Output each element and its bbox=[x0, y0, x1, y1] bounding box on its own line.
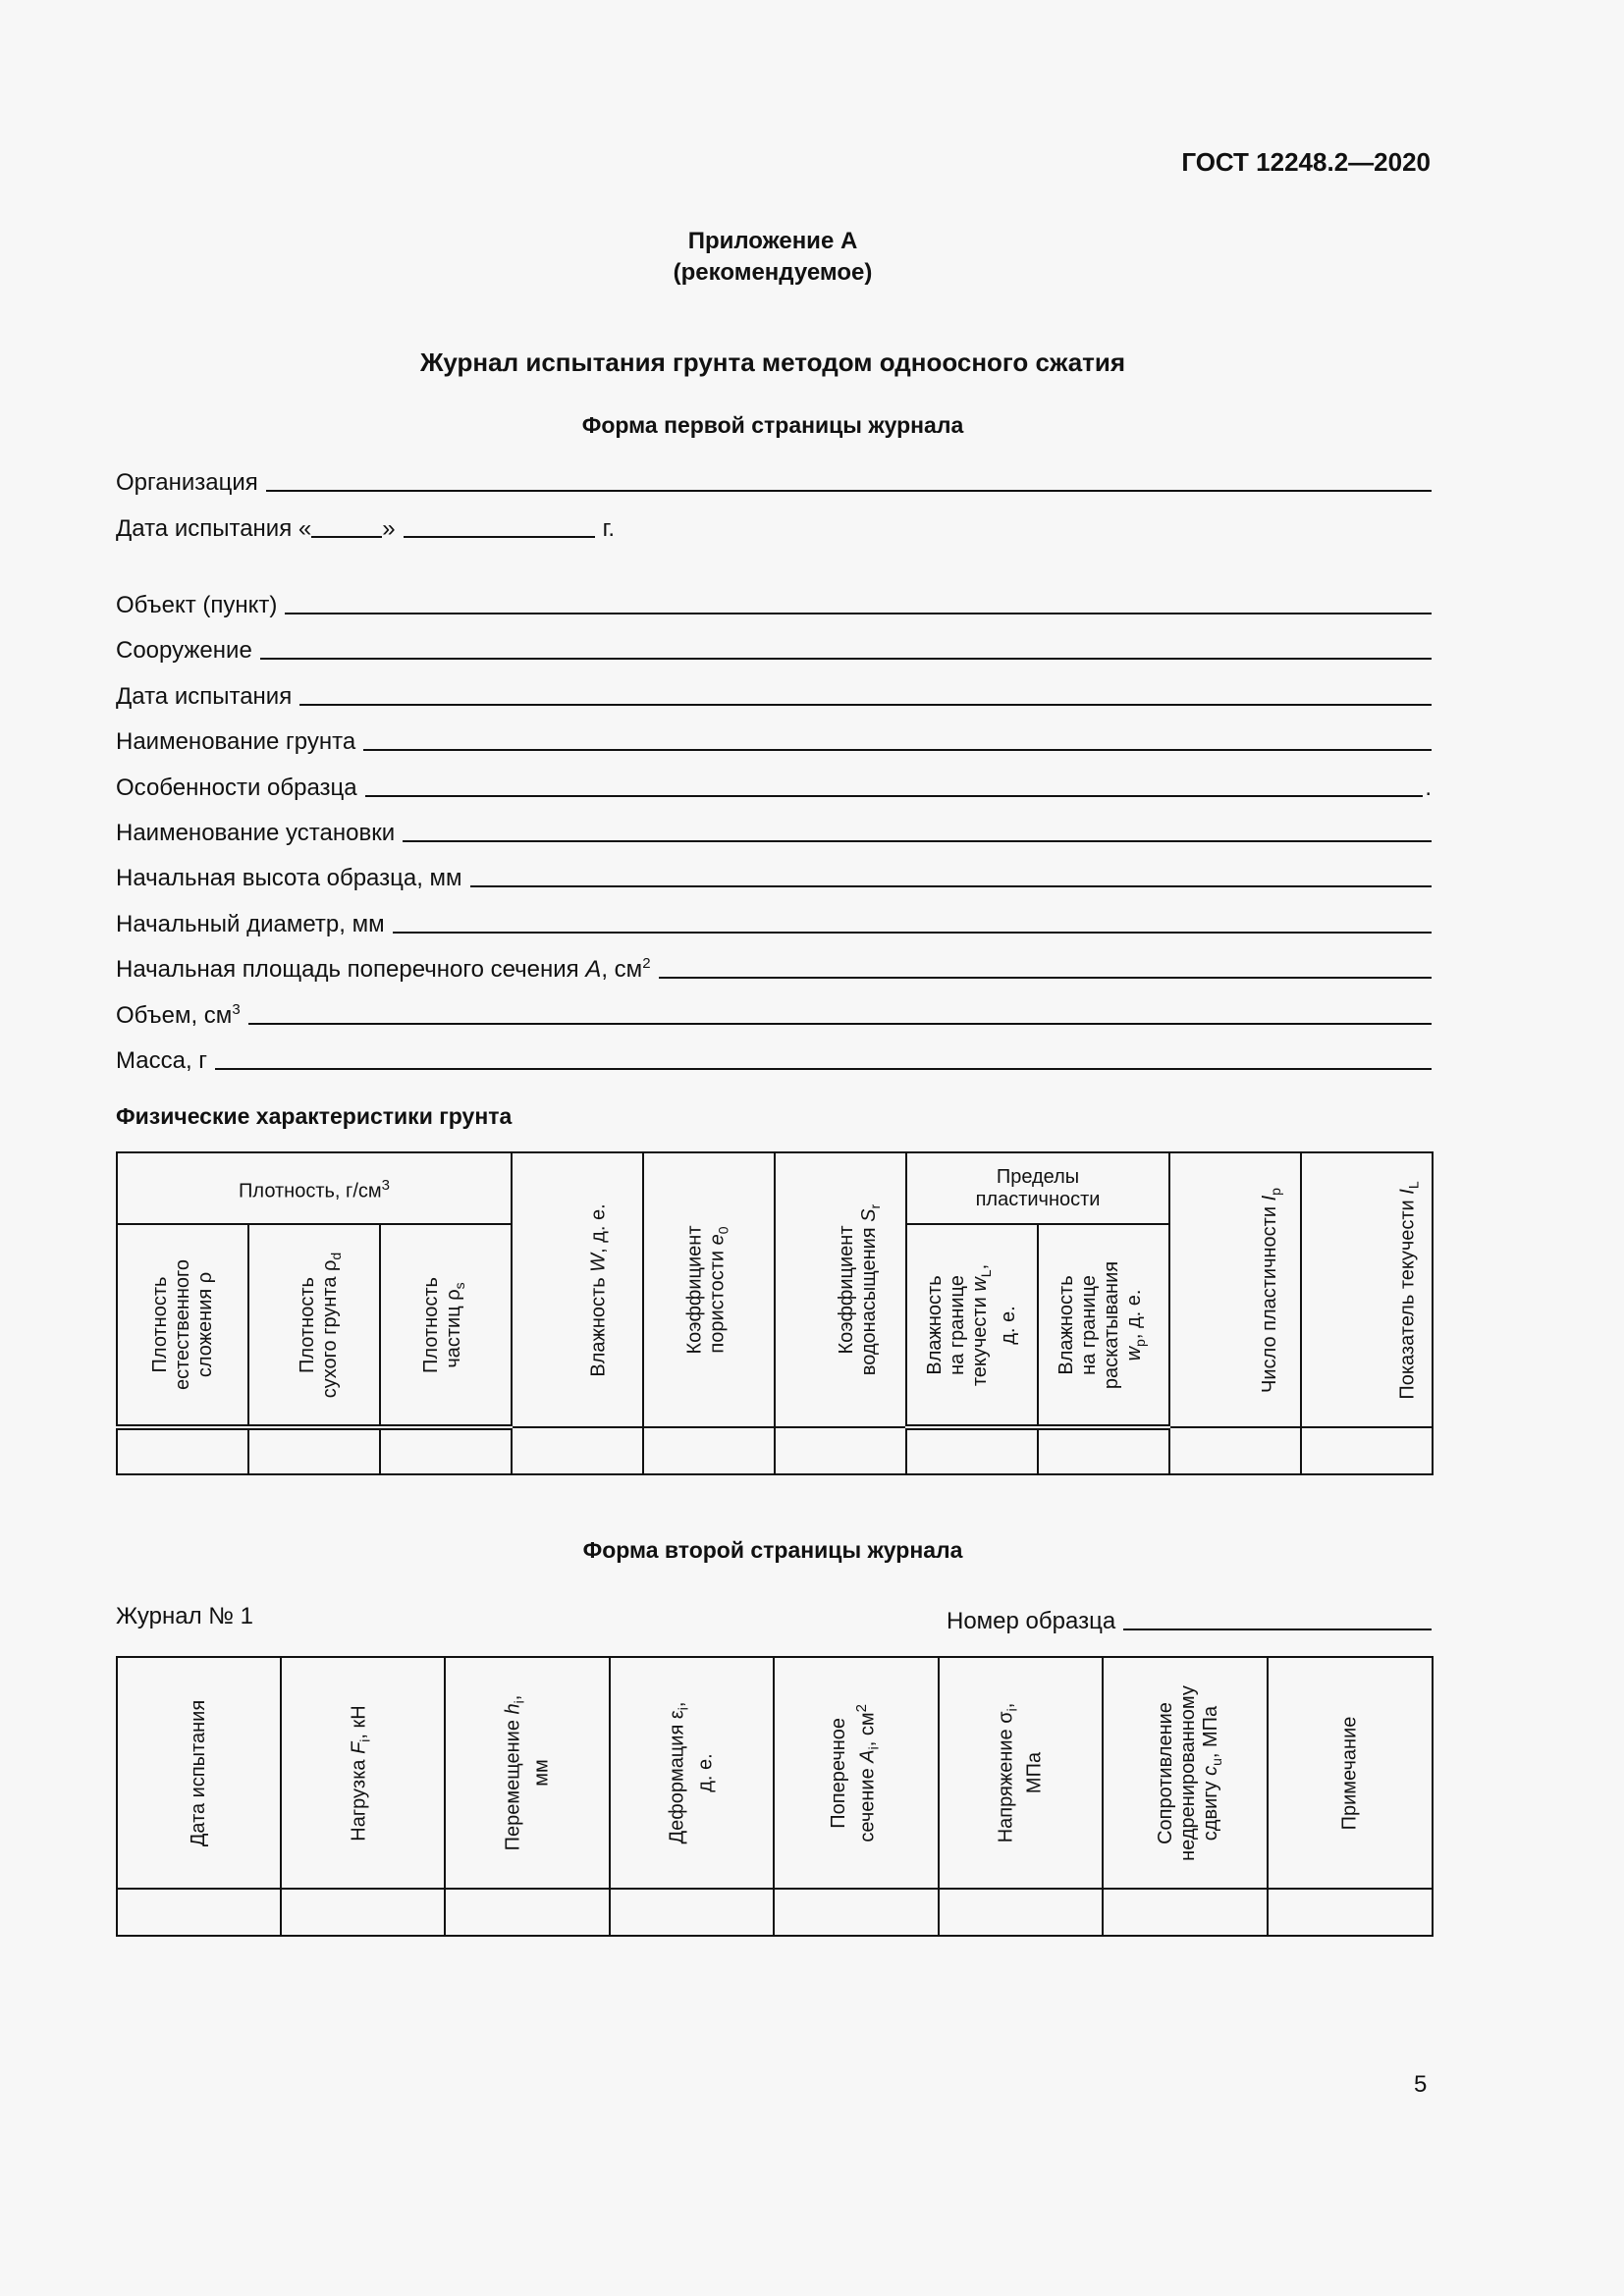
soil-name-label: Наименование грунта bbox=[116, 728, 356, 755]
appendix-title: Приложение А bbox=[687, 228, 858, 254]
table-cell[interactable] bbox=[1038, 1427, 1169, 1474]
structure-line[interactable] bbox=[260, 657, 1432, 660]
journal-number: Журнал № 1 bbox=[116, 1603, 254, 1629]
sample-features-label: Особенности образца bbox=[116, 774, 357, 801]
initial-height-label: Начальная высота образца, мм bbox=[116, 865, 462, 891]
soil-name-line[interactable] bbox=[363, 748, 1432, 751]
initial-height-line[interactable] bbox=[470, 884, 1432, 887]
density-group-header: Плотность, $г/см^3$ bbox=[117, 1152, 512, 1224]
table-cell[interactable] bbox=[643, 1427, 775, 1474]
structure-field[interactable] bbox=[116, 629, 1432, 665]
document-id: ГОСТ 12248.2—2020 bbox=[1181, 147, 1431, 177]
table-cell[interactable] bbox=[248, 1427, 380, 1474]
table-cell[interactable] bbox=[117, 1427, 248, 1474]
volume-field[interactable] bbox=[116, 994, 1432, 1030]
density-natural-header: Плотность естественного сложения ρ bbox=[117, 1224, 248, 1427]
sample-number-line[interactable] bbox=[1123, 1629, 1432, 1630]
table-cell[interactable] bbox=[939, 1889, 1103, 1936]
table-row bbox=[117, 1889, 1433, 1936]
liquidity-index-header: Показатель текучести $I_L$ bbox=[1301, 1152, 1433, 1427]
test-date-quote: » bbox=[382, 515, 396, 542]
soil-name-field[interactable] bbox=[116, 721, 1432, 756]
appendix-heading bbox=[0, 226, 1545, 289]
mass-line[interactable] bbox=[215, 1067, 1432, 1070]
table-cell[interactable] bbox=[1268, 1889, 1433, 1936]
cross-area-line[interactable] bbox=[659, 976, 1432, 979]
organization-field[interactable] bbox=[116, 461, 1432, 497]
plastic-limit-header: Влажность на границе раскатывания $w_p$, д. е. bbox=[1038, 1224, 1169, 1427]
table-cell[interactable] bbox=[610, 1889, 774, 1936]
plasticity-limits-header: Пределы пластичности bbox=[906, 1152, 1169, 1224]
sample-features-field[interactable] bbox=[116, 767, 1432, 802]
displacement-column-header: Перемещение $h_i$, мм bbox=[445, 1657, 610, 1889]
sample-number-field[interactable] bbox=[947, 1600, 1432, 1635]
porosity-header: Коэффициент пористости $e_0$ bbox=[643, 1152, 775, 1427]
volume-line[interactable] bbox=[248, 1022, 1432, 1025]
density-particles-header: Плотность частиц $\rho_s$ bbox=[380, 1224, 512, 1427]
device-name-field[interactable] bbox=[116, 812, 1432, 847]
table-cell[interactable] bbox=[445, 1889, 610, 1936]
sample-number-label: Номер образца bbox=[947, 1608, 1116, 1634]
page-number: 5 bbox=[1414, 2071, 1428, 2098]
table-cell[interactable] bbox=[380, 1427, 512, 1474]
physical-characteristics-table bbox=[116, 1151, 1434, 1475]
stress-column-header: Напряжение $\sigma_i$, МПа bbox=[939, 1657, 1103, 1889]
cross-section-column-header: Поперечное сечение $A_i$, $см^2$ bbox=[774, 1657, 939, 1889]
deformation-column-header: Деформация $\varepsilon_i$, д. е. bbox=[610, 1657, 774, 1889]
form1-title: Форма первой страницы журнала bbox=[581, 412, 964, 438]
load-column-header: Нагрузка $F_i$, кН bbox=[281, 1657, 445, 1889]
cross-area-field[interactable] bbox=[116, 948, 1432, 984]
table-cell[interactable] bbox=[1169, 1427, 1301, 1474]
initial-height-field[interactable] bbox=[116, 857, 1432, 892]
table-cell[interactable] bbox=[906, 1427, 1038, 1474]
object-field[interactable] bbox=[116, 584, 1432, 619]
saturation-header: Коэффициент водонасыщения $S_r$ bbox=[775, 1152, 906, 1427]
physical-title: Физические характеристики грунта bbox=[116, 1103, 513, 1129]
organization-label: Организация bbox=[116, 469, 258, 496]
test-date-label: Дата испытания bbox=[116, 683, 293, 710]
form2-title: Форма второй страницы журнала bbox=[582, 1537, 963, 1563]
test-date-field[interactable] bbox=[116, 675, 1432, 711]
organization-line[interactable] bbox=[266, 489, 1432, 492]
moisture-header: Влажность W, д. е. bbox=[512, 1152, 643, 1427]
test-date-prefix: Дата испытания « bbox=[116, 515, 312, 542]
date-column-header: Дата испытания bbox=[117, 1657, 281, 1889]
test-log-table bbox=[116, 1656, 1434, 1937]
table-cell[interactable] bbox=[281, 1889, 445, 1936]
sample-features-line[interactable] bbox=[365, 794, 1424, 797]
sample-features-end: . bbox=[1425, 774, 1432, 801]
volume-label: Объем, $см^3$ bbox=[116, 1001, 241, 1029]
object-line[interactable] bbox=[285, 612, 1432, 614]
table-cell[interactable] bbox=[1301, 1427, 1433, 1474]
journal-title: Журнал испытания грунта методом одноосного сжатия bbox=[419, 347, 1126, 377]
structure-label: Сооружение bbox=[116, 637, 252, 664]
appendix-subtitle: (рекомендуемое) bbox=[673, 259, 873, 286]
test-date-suffix: г. bbox=[602, 515, 616, 542]
density-dry-header: Плотность сухого грунта $\rho_d$ bbox=[248, 1224, 380, 1427]
note-column-header: Примечание bbox=[1268, 1657, 1433, 1889]
table-cell[interactable] bbox=[512, 1427, 643, 1474]
device-name-label: Наименование установки bbox=[116, 820, 396, 846]
device-name-line[interactable] bbox=[403, 839, 1432, 842]
liquid-limit-header: Влажность на границе текучести $w_L$, д. е. bbox=[906, 1224, 1038, 1427]
table-row bbox=[117, 1427, 1433, 1474]
table-cell[interactable] bbox=[117, 1889, 281, 1936]
initial-diameter-line[interactable] bbox=[393, 931, 1432, 934]
plasticity-index-header: Число пластичности $I_p$ bbox=[1169, 1152, 1301, 1427]
test-day-blank[interactable] bbox=[311, 536, 382, 538]
table-cell[interactable] bbox=[775, 1427, 906, 1474]
test-date-short-field[interactable] bbox=[116, 507, 615, 543]
test-date-line[interactable] bbox=[299, 703, 1432, 706]
initial-diameter-label: Начальный диаметр, мм bbox=[116, 911, 385, 937]
mass-label: Масса, г bbox=[116, 1047, 208, 1074]
test-month-blank[interactable] bbox=[404, 536, 595, 538]
initial-diameter-field[interactable] bbox=[116, 903, 1432, 938]
table-cell[interactable] bbox=[774, 1889, 939, 1936]
table-cell[interactable] bbox=[1103, 1889, 1268, 1936]
mass-field[interactable] bbox=[116, 1040, 1432, 1075]
shear-resistance-column-header: Сопротивление недренированному сдвигу $c_u$, МПа bbox=[1103, 1657, 1268, 1889]
object-label: Объект (пункт) bbox=[116, 592, 278, 618]
cross-area-label: Начальная площадь поперечного сечения А, $см^2$ bbox=[116, 955, 651, 983]
